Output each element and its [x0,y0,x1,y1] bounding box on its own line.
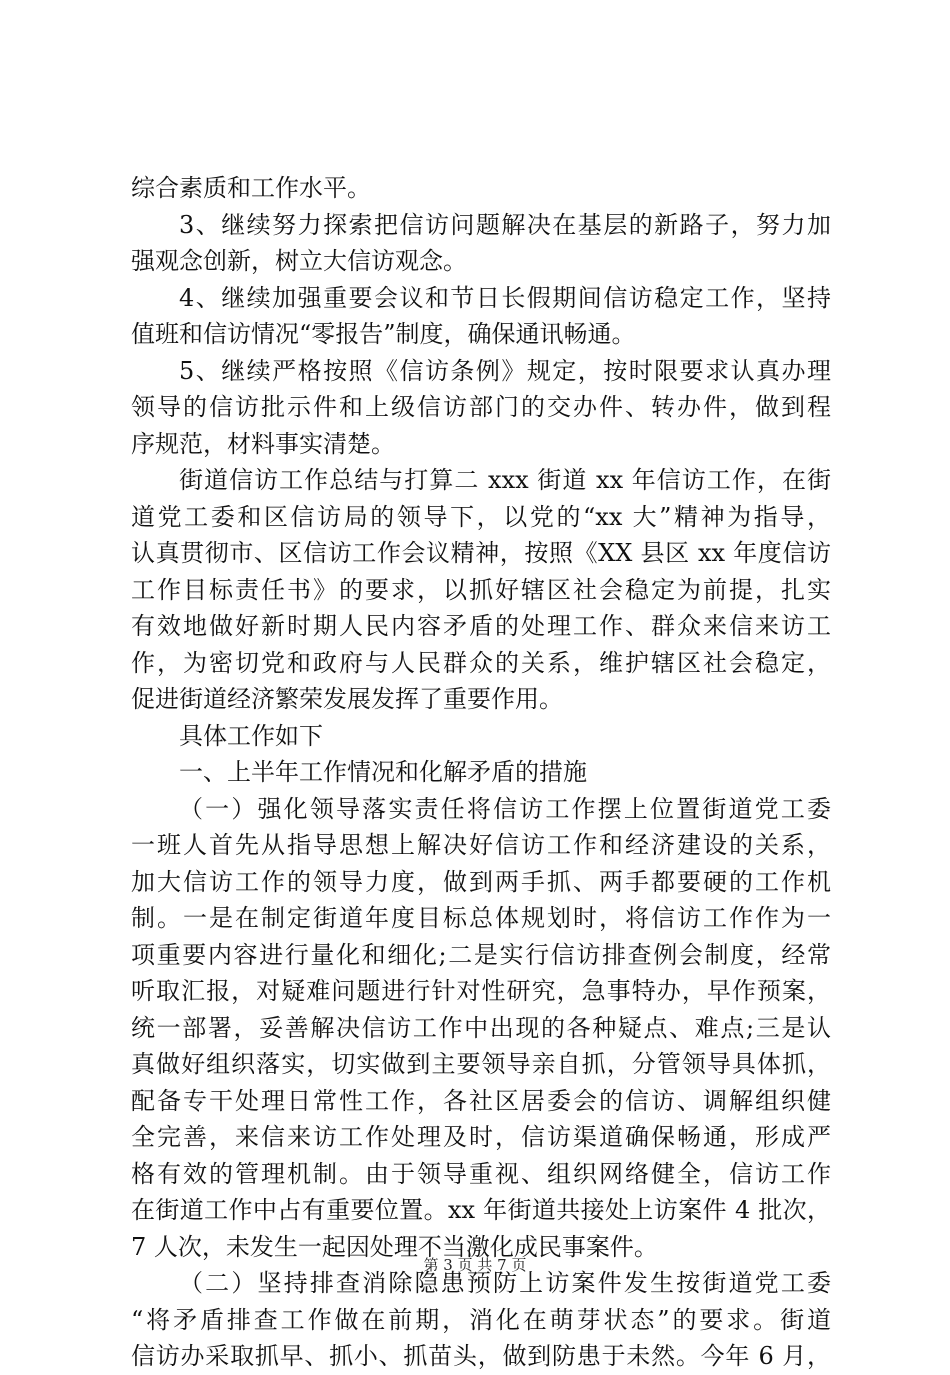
text-line: 强观念创新，树立大信访观念。 [131,247,467,275]
text-line: （二）坚持排查消除隐患预防上访案件发生按街道党工委 [179,1269,831,1297]
text-line: 格有效的管理机制。由于领导重视、组织网络健全，信访工作 [131,1159,831,1188]
text-line: 真做好组织落实，切实做到主要领导亲自抓，分管领导具体抓， [131,1050,831,1078]
text-line: 作，为密切党和政府与人民群众的关系，维护辖区社会稳定， [131,648,831,677]
text-line: 促进街道经济繁荣发展发挥了重要作用。 [131,685,563,713]
text-line: 5、继续严格按照《信访条例》规定，按时限要求认真办理 [179,356,831,385]
text-line: 4、继续加强重要会议和节日长假期间信访稳定工作，坚持 [179,283,831,312]
text-line: 值班和信访情况“零报告”制度，确保通讯畅通。 [131,320,636,348]
text-line: 项重要内容进行量化和细化;二是实行信访排查例会制度，经常 [131,940,831,969]
text-line: （一）强化领导落实责任将信访工作摆上位置街道党工委 [179,794,831,823]
text-line: 配备专干处理日常性工作，各社区居委会的信访、调解组织健 [131,1086,831,1115]
text-line: “将矛盾排查工作做在前期，消化在萌芽状态”的要求。街道 [131,1305,831,1334]
text-line: 领导的信访批示件和上级信访部门的交办件、转办件，做到程 [131,393,831,421]
text-line: 具体工作如下 [179,721,323,750]
text-line: 一班人首先从指导思想上解决好信访工作和经济建设的关系， [131,831,831,859]
text-line: 有效地做好新时期人民内容矛盾的处理工作、群众来信来访工 [131,612,831,640]
text-line: 统一部署，妥善解决信访工作中出现的各种疑点、难点;三是认 [131,1013,831,1042]
text-line: 街道信访工作总结与打算二 xxx 街道 xx 年信访工作，在街 [179,466,831,494]
text-line: 序规范，材料事实清楚。 [131,429,395,458]
text-line: 制。一是在制定街道年度目标总体规划时，将信访工作作为一 [131,904,831,932]
text-line: 3、继续努力探索把信访问题解决在基层的新路子，努力加 [179,210,831,239]
text-line: 全完善，来信来访工作处理及时，信访渠道确保畅通，形成严 [131,1123,831,1151]
document-body [131,170,831,1375]
page-footer: 第 3 页 共 7 页 [423,1256,527,1274]
text-line: 综合素质和工作水平。 [131,174,371,202]
text-line: 7 人次，未发生一起因处理不当激化成民事案件。 [131,1232,658,1261]
text-line: 一、上半年工作情况和化解矛盾的措施 [179,758,587,786]
text-line: 听取汇报，对疑难问题进行针对性研究，急事特办，早作预案， [131,977,831,1005]
text-line: 工作目标责任书》的要求，以抓好辖区社会稳定为前提，扎实 [131,575,831,604]
text-line: 在街道工作中占有重要位置。xx 年街道共接处上访案件 4 批次， [131,1196,831,1224]
text-line: 认真贯彻市、区信访工作会议精神，按照《XX 县区 xx 年度信访 [131,539,831,567]
text-line: 加大信访工作的领导力度，做到两手抓、两手都要硬的工作机 [131,867,831,896]
text-line: 信访办采取抓早、抓小、抓苗头，做到防患于未然。今年 6 月， [131,1342,831,1370]
text-line: 道党工委和区信访局的领导下，以党的“xx 大”精神为指导， [131,502,831,531]
